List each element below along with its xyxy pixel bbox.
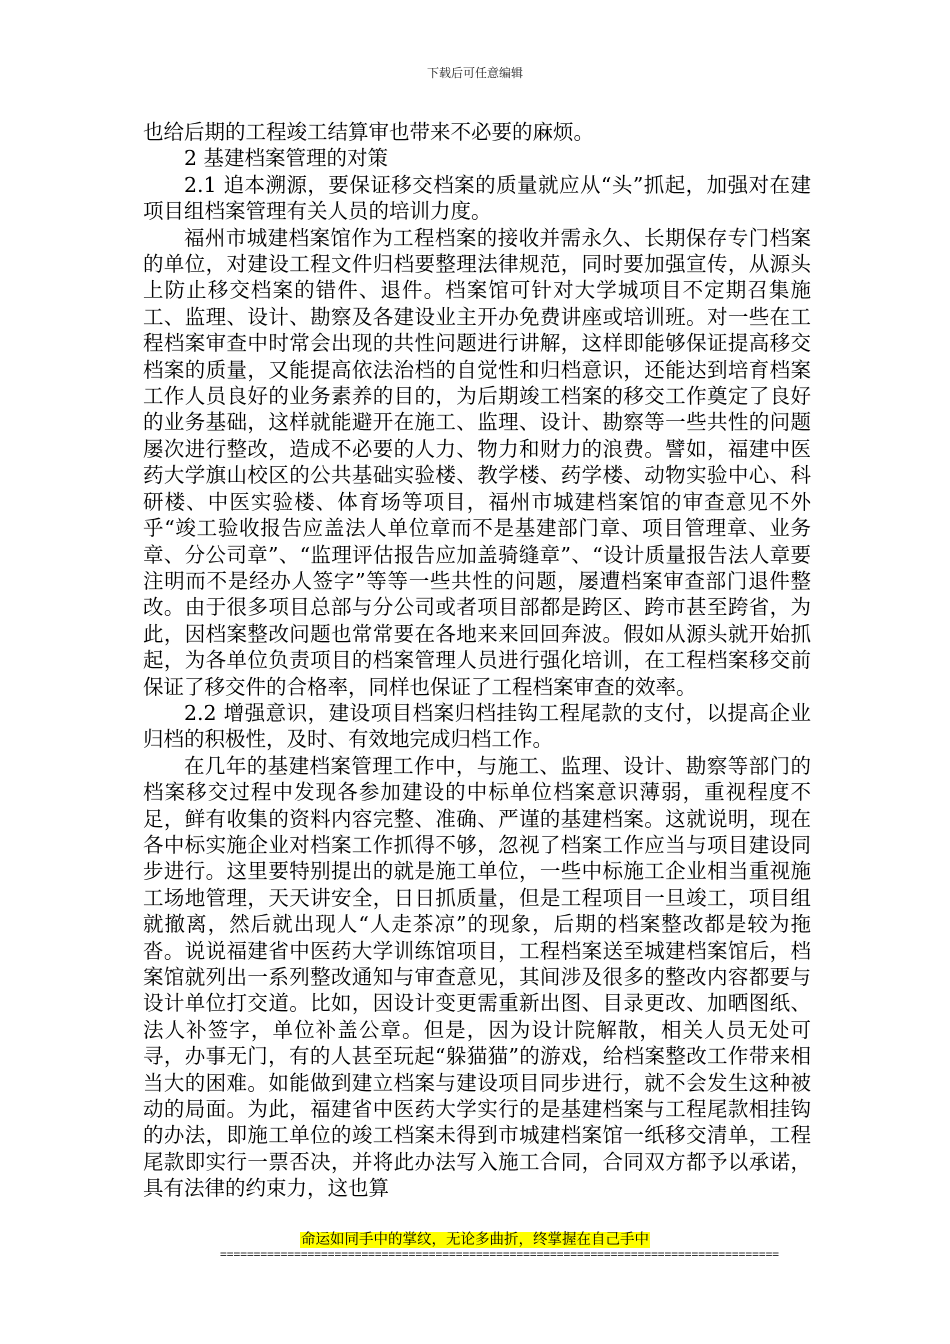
footer-motto	[0, 1228, 950, 1249]
document-body	[143, 119, 811, 1202]
section-heading-2: 2 基建档案管理的对策	[184, 146, 389, 171]
footer-rule: ===================================================================================	[220, 1248, 780, 1261]
page-header: 下载后可任意编辑	[426, 66, 523, 80]
subsection-heading-2-1: 2.1 追本溯源，要保证移交档案的质量就应从“头”抓起，加强对在建项目组档案管理有关人员的培训力度。	[143, 172, 811, 224]
paragraph-awareness: 在几年的基建档案管理工作中，与施工、监理、设计、勘察等部门的档案移交过程中发现各参加建设的中标单位档案意识薄弱，重视程度不足，鲜有收集的资料内容完整、准确、严谨的基建档案。这就说明，现在各中标实施企业对档案工作抓得不够，忽视了档案工作应当与项目建设同步进行。这里要特别提出的就是施工单位，一些中标施工企业相当重视施工场地管理，天天讲安全，日日抓质量，但是工程项目一旦竣工，项目组就撤离，然后就出现人“人走茶凉”的现象，后期的档案整改都是较为拖沓。说说福建省中医药大学训练馆项目，工程档案送至城建档案馆后，档案馆就列出一系列整改通知与审查意见，其间涉及很多的整改内容都要与设计单位打交道。比如，因设计变更需重新出图、目录更改、加晒图纸、法人补签字，单位补盖公章。但是，因为设计院解散，相关人员无处可寻，办事无门，有的人甚至玩起“躲猫猫”的游戏，给档案整改工作带来相当大的困难。如能做到建立档案与建设项目同步进行，就不会发生这种被动的局面。为此，福建省中医药大学实行的是基建档案与工程尾款相挂钩的办法，即施工单位的竣工档案未得到市城建档案馆一纸移交清单，工程尾款即实行一票否决，并将此办法写入施工合同，合同双方都予以承诺，具有法律的约束力，这也算	[143, 753, 811, 1201]
paragraph-training: 福州市城建档案馆作为工程档案的接收并需永久、长期保存专门档案的单位，对建设工程文件归档要整理法律规范，同时要加强宣传，从源头上防止移交档案的错件、退件。档案馆可针对大学城项目不定期召集施工、监理、设计、勘察及各建设业主开办免费讲座或培训班。对一些在工程档案审查中时常会出现的共性问题进行讲解，这样即能够保证提高移交档案的质量，又能提高依法治档的自觉性和归档意识，还能达到培育档案工作人员良好的业务素养的目的，为后期竣工档案的移交工作奠定了良好的业务基础，这样就能避开在施工、监理、设计、勘察等一些共性的问题屡次进行整改，造成不必要的人力、物力和财力的浪费。譬如，福建中医药大学旗山校区的公共基础实验楼、教学楼、药学楼、动物实验中心、科研楼、中医实验楼、体育场等项目，福州市城建档案馆的审查意见不外乎“竣工验收报告应盖法人单位章而不是基建部门章、项目管理章、业务章、分公司章”、“监理评估报告应加盖骑缝章”、“设计质量报告法人章要注明而不是经办人签字”等等一些共性的问题，屡遭档案审查部门退件整改。由于很多项目总部与分公司或者项目部都是跨区、跨市甚至跨省，为此，因档案整改问题也常常要在各地来来回回奔波。假如从源头就开始抓起，为各单位负责项目的档案管理人员进行强化培训，在工程档案移交前保证了移交件的合格率，同样也保证了工程档案审查的效率。	[143, 225, 811, 699]
paragraph-continuation: 也给后期的工程竣工结算审也带来不必要的麻烦。	[143, 120, 594, 144]
subsection-heading-2-2: 2.2 增强意识，建设项目档案归档挂钩工程尾款的支付，以提高企业归档的积极性，及时、有效地完成归档工作。	[143, 700, 811, 752]
footer-motto-text: 命运如同手中的掌纹，无论多曲折，终掌握在自己手中	[301, 1232, 649, 1248]
